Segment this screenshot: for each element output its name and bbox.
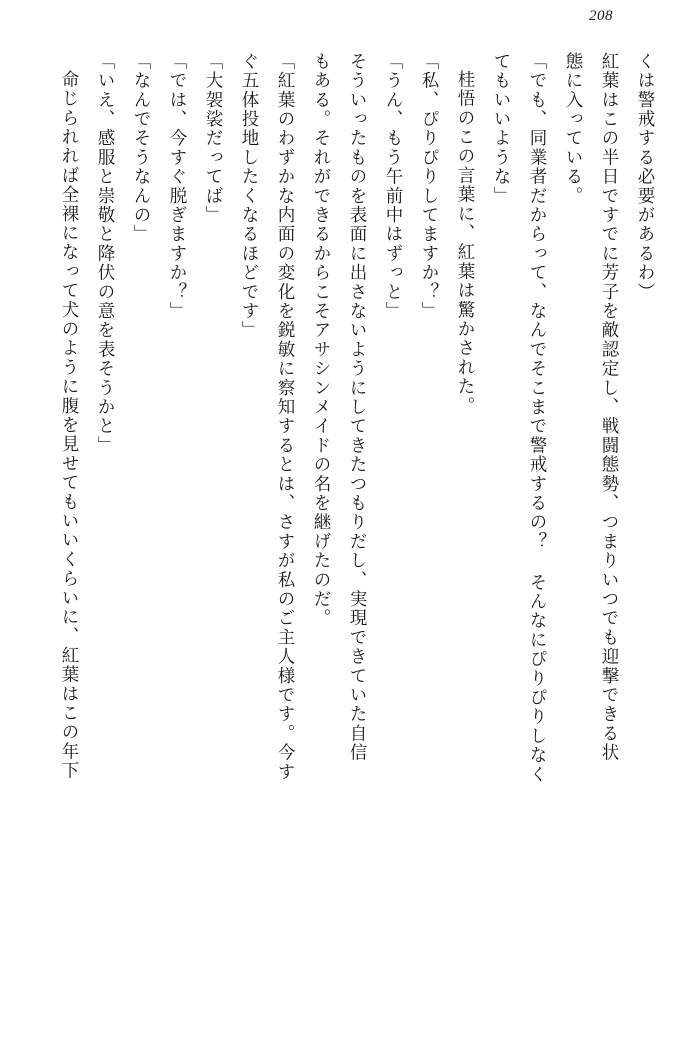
text-line: 「うん、もう午前中はずっと」: [383, 52, 403, 321]
text-line: ぐ五体投地したくなるほどです」: [239, 52, 259, 340]
vertical-text-block: [20, 52, 653, 1032]
text-line: くは警戒する必要があるわ）: [635, 52, 655, 302]
text-line: 桂悟のこの言葉に、紅葉は驚かされた。: [455, 70, 475, 416]
text-line: 態に入っている。: [563, 52, 583, 206]
text-line: もある。それができるからこそアサシンメイドの名を継げたのだ。: [311, 52, 331, 628]
text-line: 「なんでそうなんの」: [131, 52, 151, 244]
text-line: 「では、今すぐ脱ぎますか？」: [167, 52, 187, 321]
text-line: てもいいような」: [491, 52, 511, 206]
text-line: 命じられれば全裸になって犬のように腹を見せてもいいくらいに、紅葉はこの年下: [59, 70, 79, 781]
text-line: 「私、ぴりぴりしてますか？」: [419, 52, 439, 321]
text-line: 「いえ、感服と崇敬と降伏の意を表そうかと」: [95, 52, 115, 456]
text-line: そういったものを表面に出さないようにしてきたつもりだし、実現できていた自信: [347, 52, 367, 763]
text-line: 紅葉はこの半日ですでに芳子を敵認定し、戦闘態勢、つまりいつでも迎撃できる状: [599, 52, 619, 763]
text-line: 「紅葉のわずかな内面の変化を鋭敏に察知するとは、さすが私のご主人様です。今す: [275, 52, 295, 782]
page-number: 208: [589, 8, 613, 24]
text-line: 「でも、同業者だからって、なんでそこまで警戒するの？ そんなにぴりぴりしなく: [527, 52, 547, 785]
text-line: 「大袈裟だってば」: [203, 52, 223, 225]
